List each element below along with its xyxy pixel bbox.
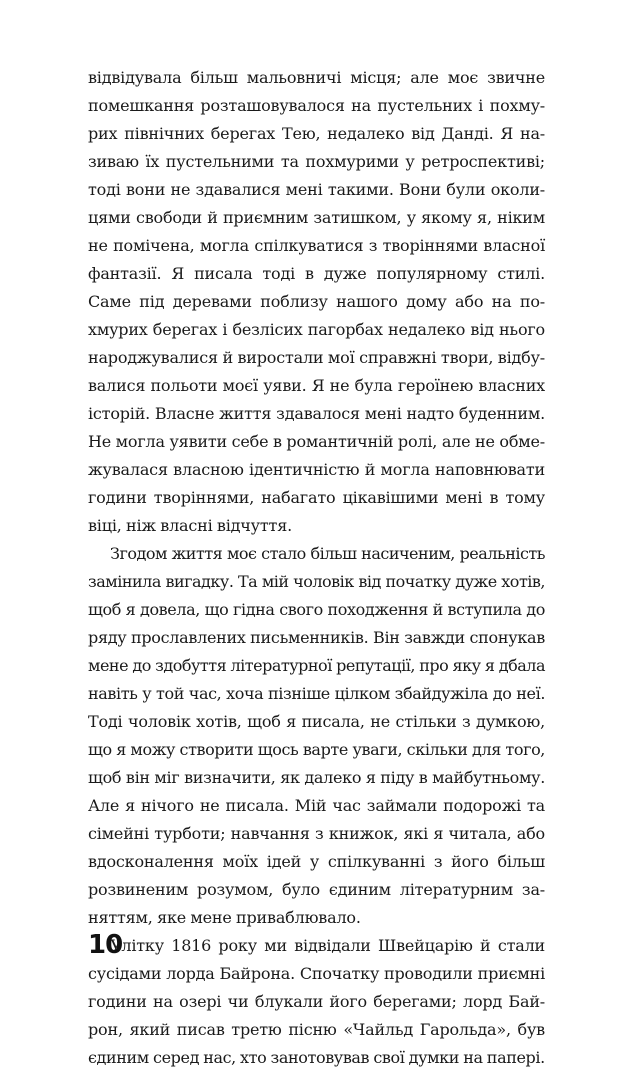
text-line: що я можу створити щось варте уваги, скільки для того, <box>88 740 545 759</box>
text-line: фантазії. Я писала тоді в дуже популярному стилі. <box>88 264 545 283</box>
paragraph <box>88 540 545 932</box>
text-line: не помічена, могла спілкуватися з творіннями власної <box>88 236 545 255</box>
text-line: замінила вигадку. Та мій чоловік від початку дуже хотів, <box>88 572 545 591</box>
text-line: рон, який писав третю пісню «Чайльд Гарольда», був <box>88 1020 545 1039</box>
text-line: рих північних берегах Тею, недалеко від Данді. Я на- <box>88 124 545 143</box>
page-number: 10 <box>88 930 123 960</box>
text-line: жувалася власною ідентичністю й могла наповнювати <box>88 460 545 479</box>
text-line: Саме під деревами поблизу нашого дому або на по- <box>88 292 545 311</box>
text-line: сусідами лорда Байрона. Спочатку проводили приємні <box>88 964 545 983</box>
text-line: вдосконалення моїх ідей у спілкуванні з його більш <box>88 852 545 871</box>
text-line: щоб він міг визначити, як далеко я піду в майбутньому. <box>88 768 545 787</box>
text-line: помешкання розташовувалося на пустельних і похму- <box>88 96 545 115</box>
text-line: щоб я довела, що гідна свого походження й вступила до <box>88 600 545 619</box>
text-line: розвиненим розумом, було єдиним літературним за- <box>88 880 545 899</box>
text-line: години творіннями, набагато цікавішими мені в тому <box>88 488 545 507</box>
text-line: навіть у той час, хоча пізніше цілком збайдужіла до неї. <box>88 684 545 703</box>
text-line: Улітку 1816 року ми відвідали Швейцарію й стали <box>110 936 545 955</box>
paragraph <box>88 932 545 1072</box>
body-text <box>88 64 545 1072</box>
text-line: няттям, яке мене приваблювало. <box>88 908 361 927</box>
paragraph <box>88 64 545 540</box>
text-line: народжувалися й виростали мої справжні твори, відбу- <box>88 348 545 367</box>
text-line: історій. Власне життя здавалося мені надто буденним. <box>88 404 545 423</box>
text-line: єдиним серед нас, хто занотовував свої думки на папері. <box>88 1048 545 1067</box>
text-line: ряду прославлених письменників. Він завжди спонукав <box>88 628 545 647</box>
text-line: мене до здобуття літературної репутації, про яку я дбала <box>88 656 545 675</box>
text-line: хмурих берегах і безлісих пагорбах недалеко від нього <box>88 320 545 339</box>
text-line: зиваю їх пустельними та похмурими у ретроспективі; <box>88 152 545 171</box>
text-line: відвідувала більш мальовничі місця; але моє звичне <box>88 68 545 87</box>
text-line: цями свободи й приємним затишком, у якому я, ніким <box>88 208 545 227</box>
text-line: години на озері чи блукали його берегами; лорд Бай- <box>88 992 545 1011</box>
text-line: Але я нічого не писала. Мій час займали подорожі та <box>88 796 545 815</box>
text-line: сімейні турботи; навчання з книжок, які я читала, або <box>88 824 545 843</box>
text-line: Згодом життя моє стало більш насиченим, реальність <box>110 544 545 563</box>
text-line: тоді вони не здавалися мені такими. Вони були околи- <box>88 180 545 199</box>
text-line: Не могла уявити себе в романтичній ролі, але не обме- <box>88 432 545 451</box>
text-line: віці, ніж власні відчуття. <box>88 516 292 535</box>
text-line: валися польоти моєї уяви. Я не була героїнею власних <box>88 376 545 395</box>
text-line: Тоді чоловік хотів, щоб я писала, не стільки з думкою, <box>88 712 545 731</box>
